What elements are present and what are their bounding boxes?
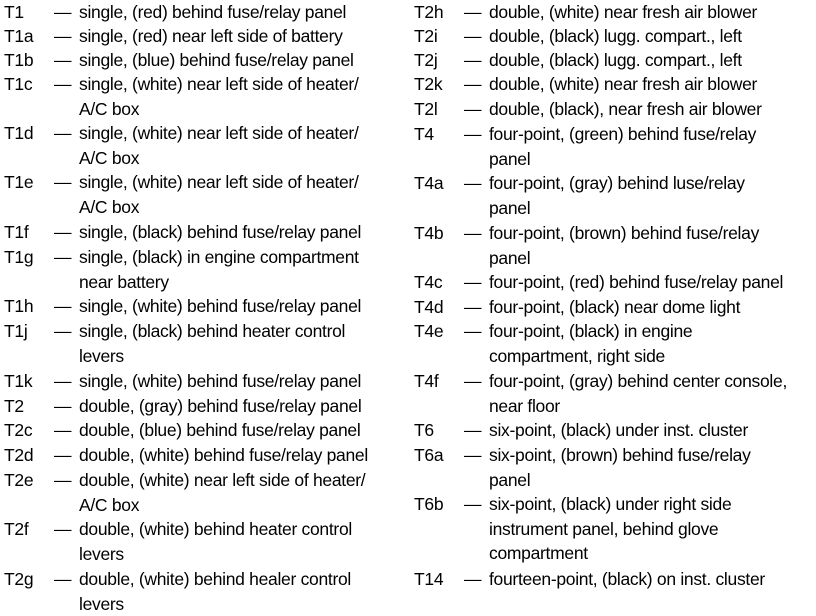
description-line: panel <box>489 147 814 172</box>
description-line: single, (white) near left side of heater/ <box>79 72 404 97</box>
description-line: single, (black) behind heater control <box>79 319 404 344</box>
dash-separator: — <box>54 443 71 468</box>
description-line: four-point, (black) in engine <box>489 319 814 344</box>
dash-separator: — <box>464 72 481 97</box>
dash-separator: — <box>54 170 71 195</box>
connector-code: T6a <box>414 443 443 468</box>
dash-separator: — <box>54 319 71 344</box>
description-line: four-point, (red) behind fuse/relay panel <box>489 270 814 295</box>
legend-entry <box>4 443 404 468</box>
dash-separator: — <box>464 492 481 517</box>
connector-code: T2e <box>4 468 33 493</box>
description-line: A/C box <box>79 493 404 518</box>
description-line: A/C box <box>79 146 404 171</box>
legend-entry <box>414 270 814 295</box>
legend-entry <box>4 48 404 73</box>
dash-separator: — <box>464 295 481 320</box>
description-line: four-point, (black) near dome light <box>489 295 814 320</box>
legend-entry <box>4 24 404 49</box>
description-line: double, (blue) behind fuse/relay panel <box>79 418 404 443</box>
legend-entry <box>414 0 814 25</box>
description-line: double, (white) behind fuse/relay panel <box>79 443 404 468</box>
description-line: six-point, (brown) behind fuse/relay <box>489 443 814 468</box>
legend-entry <box>4 170 404 219</box>
description-line: six-point, (black) under inst. cluster <box>489 418 814 443</box>
description-line: single, (black) in engine compartment <box>79 245 404 270</box>
description-line: A/C box <box>79 195 404 220</box>
description-line: four-point, (brown) behind fuse/relay <box>489 221 814 246</box>
dash-separator: — <box>54 72 71 97</box>
legend-entry <box>4 517 404 566</box>
description-line: single, (white) behind fuse/relay panel <box>79 294 404 319</box>
legend-entry <box>4 394 404 419</box>
description-line: panel <box>489 468 814 493</box>
connector-code: T4d <box>414 295 443 320</box>
description-line: four-point, (gray) behind center console, <box>489 369 814 394</box>
connector-code: T2k <box>414 72 442 97</box>
description-line: compartment, right side <box>489 344 814 369</box>
dash-separator: — <box>54 394 71 419</box>
legend-entry <box>414 418 814 443</box>
dash-separator: — <box>464 221 481 246</box>
description-line: single, (white) near left side of heater/ <box>79 121 404 146</box>
description-line: double, (white) near fresh air blower <box>489 0 814 25</box>
legend-entry <box>414 48 814 73</box>
legend-entry <box>414 171 814 220</box>
legend-entry <box>4 418 404 443</box>
legend-entry <box>4 0 404 25</box>
legend-entry <box>414 492 814 566</box>
legend-entry <box>414 319 814 368</box>
dash-separator: — <box>464 97 481 122</box>
description-line: single, (red) near left side of battery <box>79 24 404 49</box>
dash-separator: — <box>54 245 71 270</box>
connector-code: T2f <box>4 517 28 542</box>
connector-code: T1h <box>4 294 33 319</box>
description-line: single, (white) behind fuse/relay panel <box>79 369 404 394</box>
dash-separator: — <box>464 24 481 49</box>
description-line: panel <box>489 246 814 271</box>
description-line: levers <box>79 592 404 616</box>
description-line: instrument panel, behind glove <box>489 517 814 542</box>
description-line: double, (white) near fresh air blower <box>489 72 814 97</box>
legend-entry <box>4 319 404 368</box>
dash-separator: — <box>54 418 71 443</box>
dash-separator: — <box>54 468 71 493</box>
dash-separator: — <box>464 567 481 592</box>
legend-entry <box>414 24 814 49</box>
connector-code: T6 <box>414 418 434 443</box>
connector-code: T2d <box>4 443 33 468</box>
legend-entry <box>414 567 814 592</box>
connector-code: T1f <box>4 220 28 245</box>
dash-separator: — <box>464 122 481 147</box>
legend-entry <box>4 220 404 245</box>
description-line: four-point, (green) behind fuse/relay <box>489 122 814 147</box>
legend-entry <box>414 443 814 492</box>
description-line: A/C box <box>79 97 404 122</box>
legend-entry <box>414 295 814 320</box>
connector-code: T1c <box>4 72 32 97</box>
legend-entry <box>4 567 404 616</box>
legend-entry <box>4 72 404 121</box>
legend-entry <box>4 369 404 394</box>
description-line: fourteen-point, (black) on inst. cluster <box>489 567 814 592</box>
legend-entry <box>4 121 404 170</box>
description-line: levers <box>79 542 404 567</box>
connector-code: T2 <box>4 394 24 419</box>
connector-code: T2i <box>414 24 437 49</box>
connector-code: T1 <box>4 0 24 25</box>
dash-separator: — <box>54 567 71 592</box>
dash-separator: — <box>464 171 481 196</box>
dash-separator: — <box>464 48 481 73</box>
description-line: levers <box>79 344 404 369</box>
description-line: near battery <box>79 270 404 295</box>
dash-separator: — <box>54 24 71 49</box>
dash-separator: — <box>464 369 481 394</box>
dash-separator: — <box>54 369 71 394</box>
description-line: double, (black) lugg. compart., left <box>489 48 814 73</box>
connector-code: T1d <box>4 121 33 146</box>
connector-code: T4 <box>414 122 434 147</box>
description-line: single, (black) behind fuse/relay panel <box>79 220 404 245</box>
description-line: six-point, (black) under right side <box>489 492 814 517</box>
dash-separator: — <box>54 294 71 319</box>
legend-entry <box>4 468 404 517</box>
dash-separator: — <box>464 0 481 25</box>
dash-separator: — <box>54 517 71 542</box>
dash-separator: — <box>54 121 71 146</box>
connector-code: T1g <box>4 245 33 270</box>
connector-code: T2l <box>414 97 437 122</box>
connector-code: T2h <box>414 0 443 25</box>
description-line: compartment <box>489 541 814 566</box>
description-line: double, (gray) behind fuse/relay panel <box>79 394 404 419</box>
dash-separator: — <box>54 48 71 73</box>
connector-code: T14 <box>414 567 443 592</box>
dash-separator: — <box>464 418 481 443</box>
description-line: single, (red) behind fuse/relay panel <box>79 0 404 25</box>
connector-code: T1a <box>4 24 33 49</box>
legend-entry <box>414 72 814 97</box>
connector-code: T6b <box>414 492 443 517</box>
connector-code: T4e <box>414 319 443 344</box>
dash-separator: — <box>54 0 71 25</box>
connector-code: T1e <box>4 170 33 195</box>
legend-entry <box>4 245 404 294</box>
legend-entry <box>414 221 814 270</box>
dash-separator: — <box>54 220 71 245</box>
dash-separator: — <box>464 270 481 295</box>
connector-code: T1j <box>4 319 27 344</box>
dash-separator: — <box>464 319 481 344</box>
connector-code: T2j <box>414 48 437 73</box>
legend-entry <box>414 369 814 418</box>
description-line: double, (black), near fresh air blower <box>489 97 814 122</box>
description-line: panel <box>489 196 814 221</box>
connector-code: T1b <box>4 48 33 73</box>
connector-code: T4f <box>414 369 438 394</box>
connector-code: T2g <box>4 567 33 592</box>
description-line: single, (white) near left side of heater/ <box>79 170 404 195</box>
description-line: four-point, (gray) behind luse/relay <box>489 171 814 196</box>
legend-entry <box>414 122 814 171</box>
description-line: double, (black) lugg. compart., left <box>489 24 814 49</box>
description-line: single, (blue) behind fuse/relay panel <box>79 48 404 73</box>
legend-entry <box>414 97 814 122</box>
connector-code: T4b <box>414 221 443 246</box>
connector-code: T4c <box>414 270 442 295</box>
legend-entry <box>4 294 404 319</box>
connector-code: T2c <box>4 418 32 443</box>
description-line: double, (white) near left side of heater/ <box>79 468 404 493</box>
description-line: near floor <box>489 394 814 419</box>
connector-code: T1k <box>4 369 32 394</box>
description-line: double, (white) behind healer control <box>79 567 404 592</box>
dash-separator: — <box>464 443 481 468</box>
description-line: double, (white) behind heater control <box>79 517 404 542</box>
connector-code: T4a <box>414 171 443 196</box>
